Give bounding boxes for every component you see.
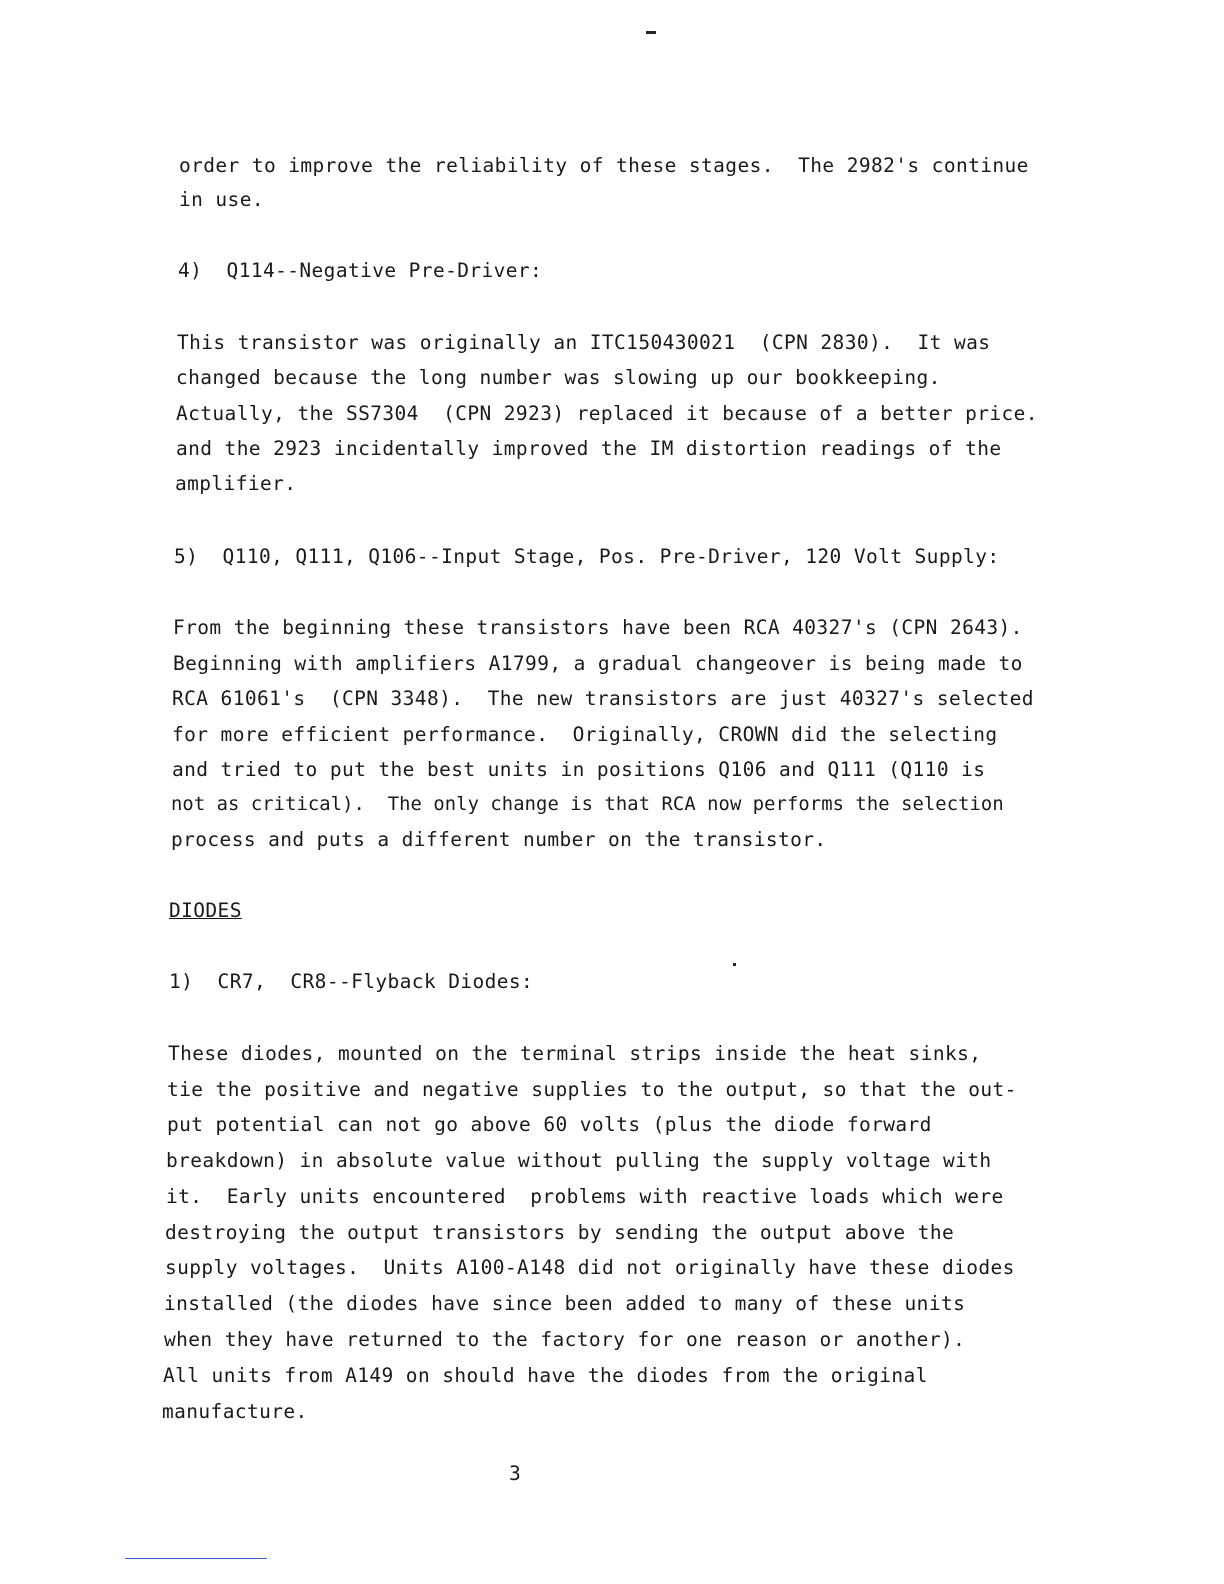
text-line: not as critical). The only change is that RCA now performs the selection — [171, 794, 1004, 815]
text-line: process and puts a different number on the transistor. — [171, 828, 827, 851]
text-line: supply voltages. Units A100-A148 did not originally have these diodes — [165, 1256, 1015, 1279]
section-heading: 5) Q110, Q111, Q106--Input Stage, Pos. Pre-Driver, 120 Volt Supply: — [174, 545, 1000, 568]
text-line: for more efficient performance. Originally, CROWN did the selecting — [172, 723, 998, 746]
text-line: and the 2923 incidentally improved the IM distortion readings of the — [176, 437, 1002, 460]
text-line: From the beginning these transistors have been RCA 40327's (CPN 2643). — [173, 616, 1023, 639]
text-line: tie the positive and negative supplies to the output, so that the out- — [167, 1078, 1017, 1101]
section-heading: 4) Q114--Negative Pre-Driver: — [178, 259, 543, 282]
text-line: changed because the long number was slowing up our bookkeeping. — [176, 366, 941, 389]
text-line: order to improve the reliability of these stages. The 2982's continue — [179, 154, 1029, 177]
text-line: RCA 61061's (CPN 3348). The new transistors are just 40327's selected — [172, 687, 1034, 710]
text-line: when they have returned to the factory for one reason or another). — [164, 1328, 966, 1351]
scan-mark — [646, 31, 656, 34]
text-line: in use. — [179, 188, 264, 211]
text-line: it. Early units encountered problems with reactive loads which were — [166, 1185, 1004, 1208]
text-line: breakdown) in absolute value without pulling the supply voltage with — [166, 1149, 992, 1172]
text-line: Actually, the SS7304 (CPN 2923) replaced it because of a better price. — [176, 402, 1038, 425]
text-line: destroying the output transistors by sending the output above the — [165, 1221, 955, 1244]
scan-mark — [733, 963, 736, 966]
text-line: and tried to put the best units in positions Q106 and Q111 (Q110 is — [172, 758, 986, 781]
text-line: All units from A149 on should have the diodes from the original — [163, 1364, 928, 1387]
text-line: These diodes, mounted on the terminal strips inside the heat sinks, — [168, 1042, 982, 1065]
text-line: This transistor was originally an ITC150430021 (CPN 2830). It was — [177, 331, 991, 354]
text-line: put potential can not go above 60 volts (plus the diode forward — [167, 1113, 932, 1136]
text-line: amplifier. — [175, 472, 297, 495]
section-title: DIODES — [169, 899, 242, 922]
section-heading: 1) CR7, CR8--Flyback Diodes: — [169, 970, 534, 993]
scan-edge-line — [125, 1558, 267, 1559]
text-line: manufacture. — [162, 1400, 308, 1423]
text-line: Beginning with amplifiers A1799, a gradual changeover is being made to — [173, 652, 1023, 675]
page-number: 3 — [509, 1462, 522, 1485]
text-line: installed (the diodes have since been added to many of these units — [164, 1292, 966, 1315]
